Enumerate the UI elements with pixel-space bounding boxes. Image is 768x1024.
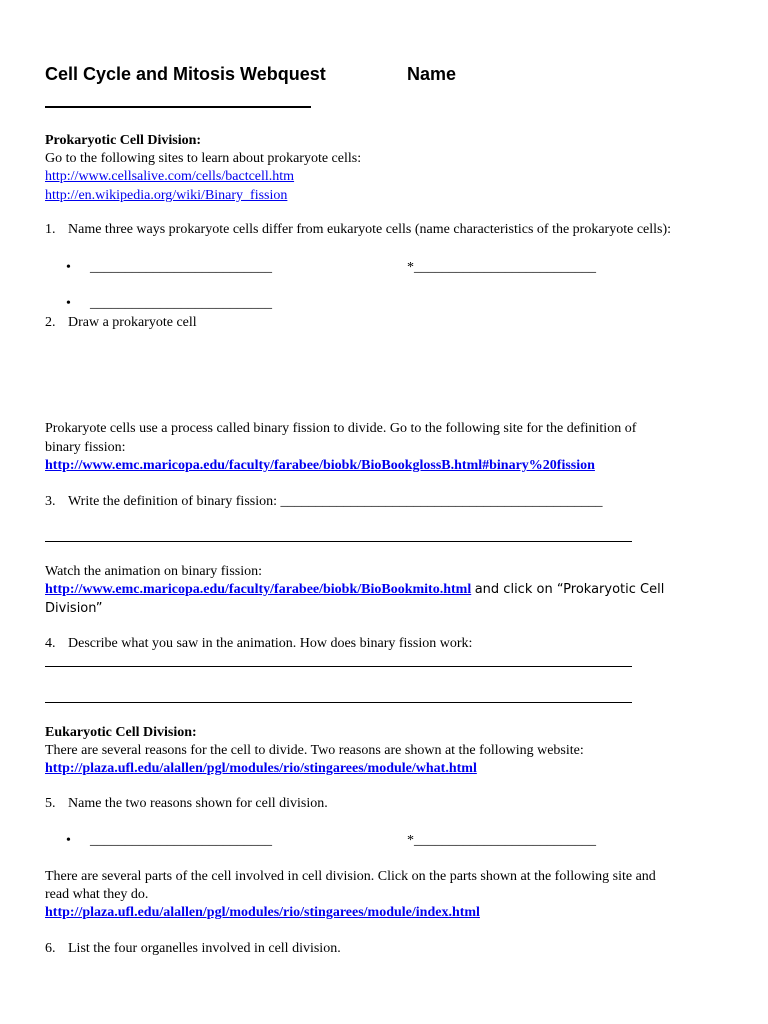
question-1-number: 1. (45, 222, 56, 237)
question-6 (45, 939, 341, 958)
prokaryotic-intro: Go to the following sites to learn about prokaryote cells: (45, 151, 362, 166)
q1-answer-blank-3: __________________________ (90, 296, 272, 311)
prokaryotic-heading: Prokaryotic Cell Division: (45, 133, 202, 148)
index-html-link[interactable]: http://plaza.ufl.edu/alallen/pgl/modules/rio/stingarees/module/index.html (45, 905, 480, 920)
question-2-text: Draw a prokaryote cell (68, 315, 197, 330)
animation-line (45, 580, 664, 599)
animation-line2: Division” (45, 601, 103, 616)
q5-answer-blank-1: __________________________ (90, 833, 272, 848)
question-2 (45, 313, 197, 332)
cellsalive-link[interactable]: http://www.cellsalive.com/cells/bactcell.htm (45, 169, 295, 184)
q1-answer-blank-2: *__________________________ (407, 260, 596, 275)
question-6-text: List the four organelles involved in cell division. (68, 941, 341, 956)
question-1-text: Name three ways prokaryote cells differ from eukaryote cells (name characteristics of the prokaryote cells): (68, 222, 672, 237)
what-html-link[interactable]: http://plaza.ufl.edu/alallen/pgl/modules/rio/stingarees/module/what.html (45, 761, 477, 776)
question-4 (45, 634, 472, 653)
wikipedia-binary-fission-link[interactable]: http://en.wikipedia.org/wiki/Binary_fission (45, 188, 288, 203)
name-label: Name (407, 64, 457, 84)
question-5-number: 5. (45, 796, 56, 811)
page-title: Cell Cycle and Mitosis Webquest (45, 64, 326, 84)
question-4-text: Describe what you saw in the animation. How does binary fission work: (68, 636, 473, 651)
q5-answer-blank-2: *__________________________ (407, 833, 596, 848)
parts-para-line1: There are several parts of the cell involved in cell division. Click on the parts shown at the following site and (45, 869, 656, 884)
question-6-number: 6. (45, 941, 56, 956)
q4-answer-line-2 (45, 702, 632, 703)
question-3 (45, 492, 603, 511)
question-5-text: Name the two reasons shown for cell division. (68, 796, 328, 811)
binary-fission-para-line1: Prokaryote cells use a process called binary fission to divide. Go to the following site for the definition of (45, 421, 637, 436)
bullet-icon: • (66, 833, 71, 848)
question-3-number: 3. (45, 494, 56, 509)
eukaryotic-heading: Eukaryotic Cell Division: (45, 725, 197, 740)
question-1 (45, 220, 671, 239)
animation-click-text: and click on “Prokaryotic Cell (474, 582, 665, 597)
animation-intro: Watch the animation on binary fission: (45, 564, 262, 579)
bullet-icon: • (66, 260, 71, 275)
q4-answer-line-1 (45, 666, 632, 667)
binary-fission-gloss-link[interactable]: http://www.emc.maricopa.edu/faculty/farabee/biobk/BioBookglossB.html#binary%20fission (45, 458, 595, 473)
eukaryotic-intro: There are several reasons for the cell to divide. Two reasons are shown at the following website: (45, 743, 584, 758)
question-5 (45, 794, 328, 813)
binary-fission-para-line2: binary fission: (45, 440, 126, 455)
name-blank (45, 106, 311, 108)
question-2-number: 2. (45, 315, 56, 330)
question-4-number: 4. (45, 636, 56, 651)
parts-para-line2: read what they do. (45, 887, 149, 902)
biobook-mito-link[interactable]: http://www.emc.maricopa.edu/faculty/farabee/biobk/BioBookmito.html (45, 582, 472, 597)
question-3-blank: ______________________________________________ (280, 494, 603, 509)
q3-answer-line (45, 541, 632, 542)
bullet-icon: • (66, 296, 71, 311)
question-3-text: Write the definition of binary fission: (68, 494, 278, 509)
q1-answer-blank-1: __________________________ (90, 260, 272, 275)
